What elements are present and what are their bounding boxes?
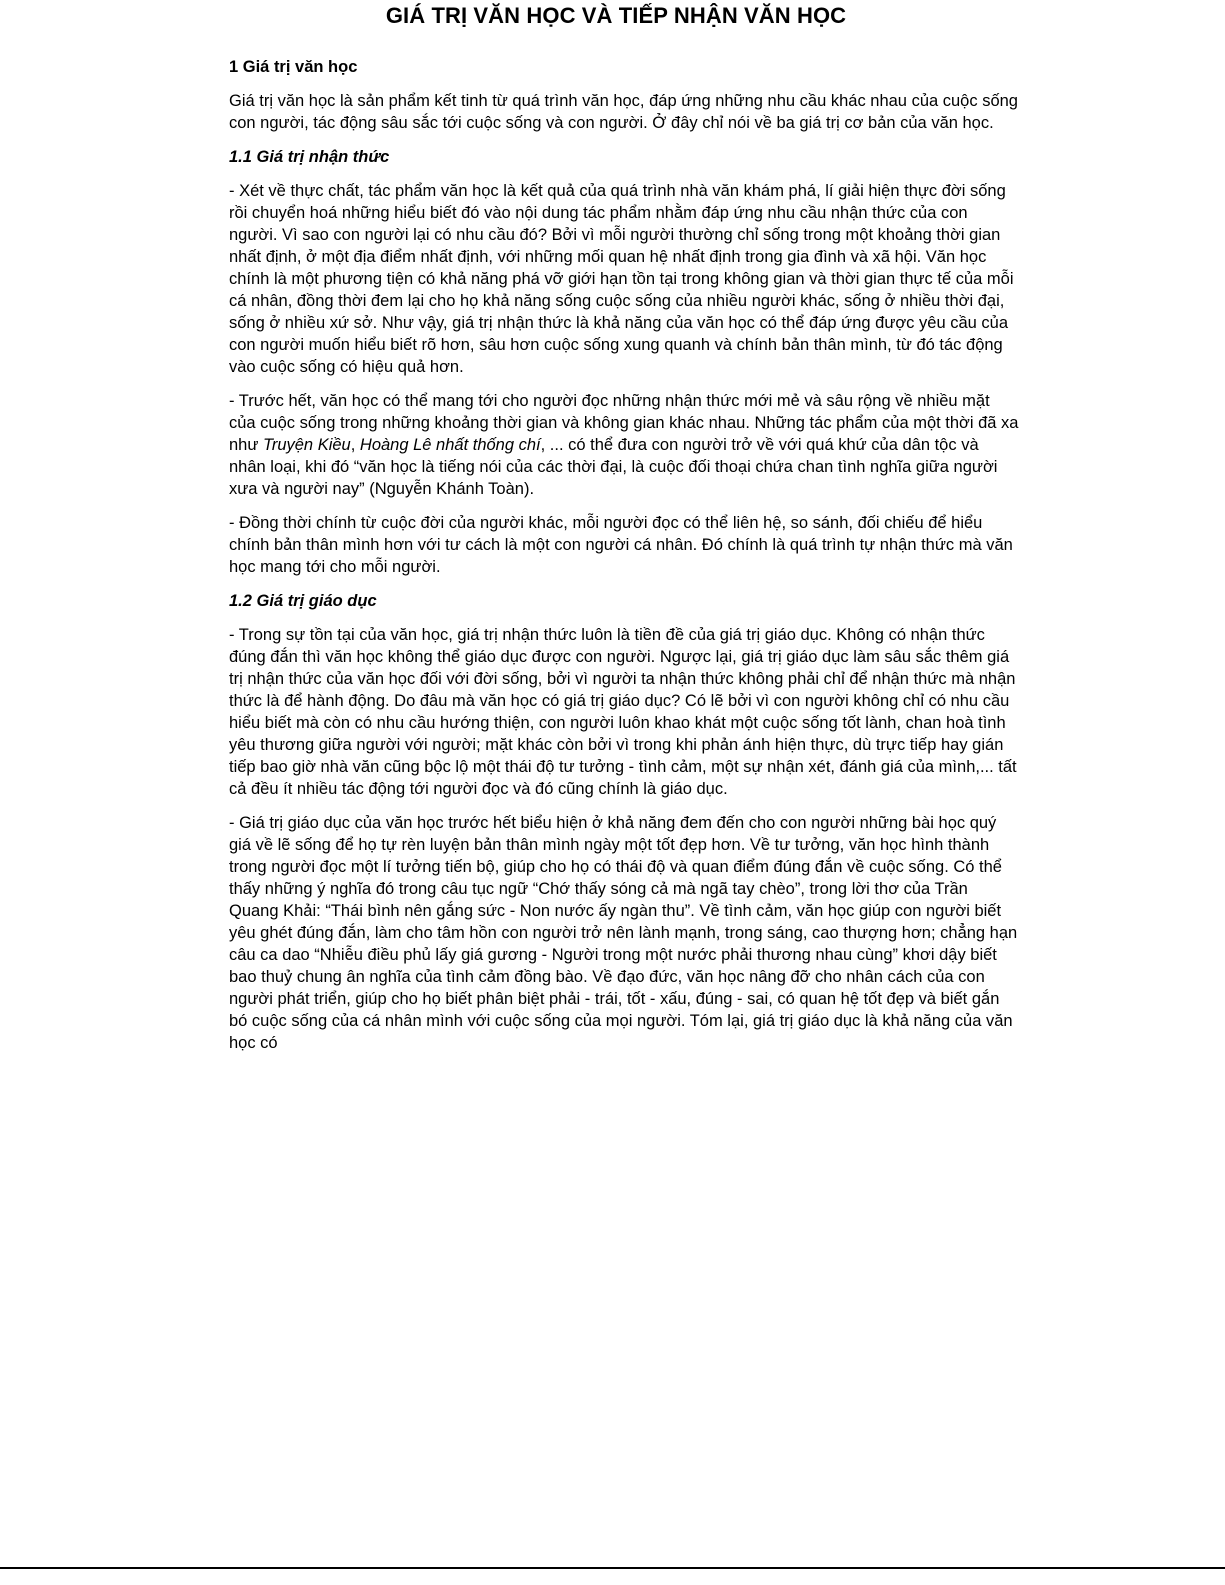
section-1-2-paragraph-2: - Giá trị giáo dục của văn học trước hết biểu hiện ở khả năng đem đến cho con người những bài học quý giá về lẽ sống để họ tự rèn luyện bản thân mình ngày một tốt đẹp hơn. Về tư tưởng, văn học hình thành trong người đọc một lí tưởng tiến bộ, giúp cho họ có thái độ và quan điểm đúng đắn về cuộc sống. Có thể thấy những ý nghĩa đó trong câu tục ngữ “Chớ thấy sóng cả mà ngã tay chèo”, trong lời thơ của Trần Quang Khải: “Thái bình nên gắng sức - Non nước ấy ngàn thu”. Về tình cảm, văn học giúp con người biết yêu ghét đúng đắn, làm cho tâm hồn con người trở nên lành mạnh, trong sáng, cao thượng hơn; chẳng hạn câu ca dao “Nhiễu điều phủ lấy giá gương - Người trong một nước phải thương nhau cùng” khơi dậy biết bao thuỷ chung ân nghĩa của tình cảm đồng bào. Về đạo đức, văn học nâng đỡ cho nhân cách của con người phát triển, giúp cho họ biết phân biệt phải - trái, tốt - xấu, đúng - sai, có quan hệ tốt đẹp và biết gắn bó cuộc sống của cá nhân mình với cuộc sống của mọi người. Tóm lại, giá trị giáo dục là khả năng của văn học có bbox=[229, 814, 1018, 1052]
document-body bbox=[229, 56, 1019, 1066]
document-title: GIÁ TRỊ VĂN HỌC VÀ TIẾP NHẬN VĂN HỌC bbox=[385, 3, 847, 28]
paragraph-text: - Trước hết, văn học có thể mang tới cho người đọc những nhận thức mới mẻ và sâu rộng về nhiều mặt của cuộc sống trong những khoảng thời gian và không gian khác nhau. Những tác phẩm của một thời đã xa như bbox=[229, 392, 1019, 454]
page-bottom-rule bbox=[0, 1567, 1225, 1569]
section-1-1-paragraph-3: - Đồng thời chính từ cuộc đời của người khác, mỗi người đọc có thể liên hệ, so sánh, đối chiếu để hiểu chính bản thân mình hơn với tư cách là một con người cá nhân. Đó chính là quá trình tự nhận thức mà văn học mang tới cho mỗi người. bbox=[229, 514, 1013, 576]
work-title-truyen-kieu: Truyện Kiều bbox=[262, 436, 351, 454]
section-1-1-paragraph-2 bbox=[229, 390, 1019, 500]
section-heading-1: 1 Giá trị văn học bbox=[229, 58, 358, 76]
work-title-hoang-le: Hoàng Lê nhất thống chí bbox=[359, 436, 541, 454]
paragraph-text: , ... có thể đưa con người trở về với quá khứ của dân tộc và nhân loại, khi đó “văn học là tiếng nói của các thời đại, là cuộc đối thoại chứa chan tình nghĩa giữa người xưa và người nay” (Nguyễn Khánh Toàn). bbox=[229, 436, 998, 498]
section-heading-1-2: 1.2 Giá trị giáo dục bbox=[229, 592, 377, 610]
section-heading-1-1: 1.1 Giá trị nhận thức bbox=[229, 148, 390, 166]
section-1-1-paragraph-1: - Xét về thực chất, tác phẩm văn học là kết quả của quá trình nhà văn khám phá, lí giải hiện thực đời sống rồi chuyển hoá những hiểu biết đó vào nội dung tác phẩm nhằm đáp ứng nhu cầu nhận thức của con người. Vì sao con người lại có nhu cầu đó? Bởi vì mỗi người thường chỉ sống trong một khoảng thời gian nhất định, ở một địa điểm nhất định, với những mối quan hệ nhất định trong gia đình và xã hội. Văn học chính là một phương tiện có khả năng phá vỡ giới hạn tồn tại trong không gian và thời gian thực tế của mỗi cá nhân, đồng thời đem lại cho họ khả năng sống cuộc sống của nhiều người khác, sống ở nhiều thời đại, sống ở nhiều xứ sở. Như vậy, giá trị nhận thức là khả năng của văn học có thể đáp ứng được yêu cầu của con người muốn hiểu biết rõ hơn, sâu hơn cuộc sống xung quanh và chính bản thân mình, từ đó tác động vào cuộc sống có hiệu quả hơn. bbox=[229, 182, 1014, 376]
section-1-intro-paragraph: Giá trị văn học là sản phẩm kết tinh từ quá trình văn học, đáp ứng những nhu cầu khác nhau của cuộc sống con người, tác động sâu sắc tới cuộc sống và con người. Ở đây chỉ nói về ba giá trị cơ bản của văn học. bbox=[229, 92, 1018, 132]
section-1-2-paragraph-1: - Trong sự tồn tại của văn học, giá trị nhận thức luôn là tiền đề của giá trị giáo dục. Không có nhận thức đúng đắn thì văn học không thể giáo dục được con người. Ngược lại, giá trị giáo dục làm sâu sắc thêm giá trị nhận thức của văn học đối với đời sống, bởi vì người ta nhận thức không phải chỉ để nhận thức mà nhận thức là để hành động. Do đâu mà văn học có giá trị giáo dục? Có lẽ bởi vì con người không chỉ có nhu cầu hiểu biết mà còn có nhu cầu hướng thiện, con người luôn khao khát một cuộc sống tốt lành, chan hoà tình yêu thương giữa người với người; mặt khác còn bởi vì trong khi phản ánh hiện thực, dù trực tiếp hay gián tiếp bao giờ nhà văn cũng bộc lộ một thái độ tư tưởng - tình cảm, một sự nhận xét, đánh giá của mình,... tất cả đều ít nhiều tác động tới người đọc và đó cũng chính là giáo dục. bbox=[229, 626, 1017, 798]
paragraph-text: , bbox=[350, 436, 360, 454]
